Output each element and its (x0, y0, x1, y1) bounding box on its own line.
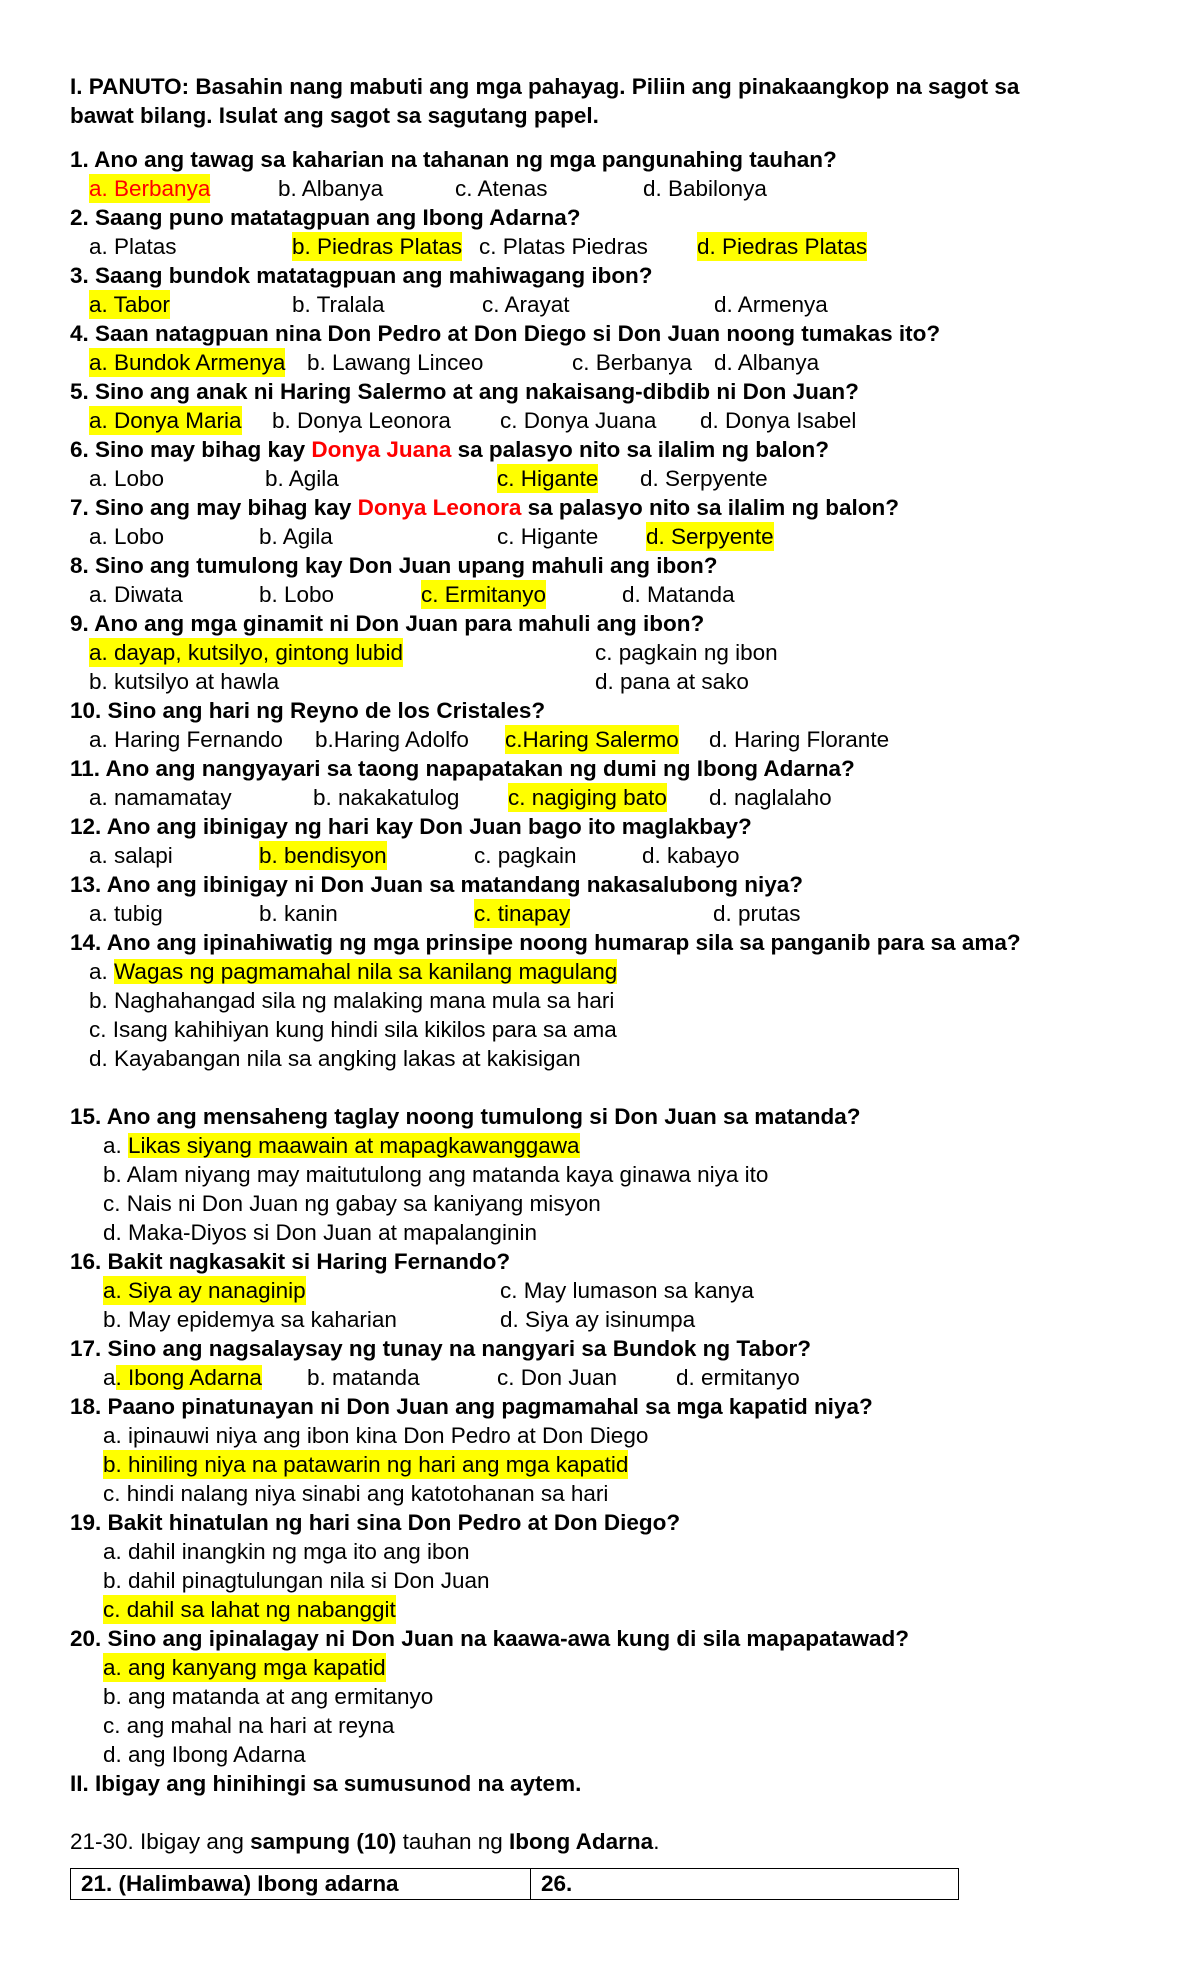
choice-5b: b. Donya Leonora (272, 408, 451, 433)
choice-11b: b. nakakatulog (313, 785, 460, 810)
choice-3a: a. Tabor (89, 292, 170, 317)
choice-5a: a. Donya Maria (89, 408, 242, 433)
choice-10d: d. Haring Florante (709, 727, 890, 752)
choice-13c: c. tinapay (474, 901, 571, 926)
choice-12d: d. kabayo (642, 843, 740, 868)
question-18: 18. Paano pinatunayan ni Don Juan ang pagmamahal sa mga kapatid niya? (70, 1394, 873, 1419)
choice-2d: d. Piedras Platas (697, 234, 868, 259)
choice-17a: a. Ibong Adarna (103, 1365, 262, 1390)
choice-11c: c. nagiging bato (508, 785, 667, 810)
instructions-line-2: bawat bilang. Isulat ang sagot sa sagutang papel. (70, 103, 599, 128)
question-13: 13. Ano ang ibinigay ni Don Juan sa matandang nakasalubong niya? (70, 872, 804, 897)
question-17: 17. Sino ang nagsalaysay ng tunay na nangyari sa Bundok ng Tabor? (70, 1336, 811, 1361)
question-2-choices (0, 232, 1200, 261)
choice-9d: d. pana at sako (595, 669, 749, 694)
question-6-choices (0, 464, 1200, 493)
question-15-choice-a: a. Likas siyang maawain at mapagkawanggawa (103, 1133, 580, 1158)
question-18-choice-c: c. hindi nalang niya sinabi ang katotohanan sa hari (103, 1481, 609, 1506)
choice-17d: d. ermitanyo (676, 1365, 800, 1390)
choice-6c: c. Higante (497, 466, 599, 491)
question-9-choices-row-2 (0, 667, 1200, 696)
question-14: 14. Ano ang ipinahiwatig ng mga prinsipe noong humarap sila sa panganib para sa ama? (70, 930, 1021, 955)
choice-13d: d. prutas (713, 901, 801, 926)
question-11-choices (0, 783, 1200, 812)
question-14-choice-c: c. Isang kahihiyan kung hindi sila kikilos para sa ama (89, 1017, 617, 1042)
choice-1a: a. Berbanya (89, 176, 211, 201)
question-14-choice-a: a. Wagas ng pagmamahal nila sa kanilang magulang (89, 959, 618, 984)
choice-2a: a. Platas (89, 234, 177, 259)
question-4: 4. Saan natagpuan nina Don Pedro at Don Diego si Don Juan noong tumakas ito? (70, 321, 941, 346)
choice-11a: a. namamatay (89, 785, 232, 810)
question-4-choices (0, 348, 1200, 377)
question-18-choice-b: b. hiniling niya na patawarin ng hari ang mga kapatid (103, 1452, 629, 1477)
question-20-choice-a: a. ang kanyang mga kapatid (103, 1655, 386, 1680)
question-16: 16. Bakit nagkasakit si Haring Fernando? (70, 1249, 511, 1274)
question-3-choices (0, 290, 1200, 319)
choice-9a: a. dayap, kutsilyo, gintong lubid (89, 640, 403, 665)
answer-cell-21: 21. (Halimbawa) Ibong adarna (71, 1869, 531, 1899)
question-17-choices (0, 1363, 1200, 1392)
choice-4b: b. Lawang Linceo (307, 350, 484, 375)
choice-13b: b. kanin (259, 901, 338, 926)
choice-1b: b. Albanya (278, 176, 384, 201)
instructions-line-1: I. PANUTO: Basahin nang mabuti ang mga pahayag. Piliin ang pinakaangkop na sagot sa (70, 74, 1020, 99)
question-19-choice-b: b. dahil pinagtulungan nila si Don Juan (103, 1568, 490, 1593)
choice-3c: c. Arayat (482, 292, 570, 317)
choice-16a: a. Siya ay nanaginip (103, 1278, 306, 1303)
choice-4d: d. Albanya (714, 350, 820, 375)
choice-3d: d. Armenya (714, 292, 828, 317)
choice-12b: b. bendisyon (259, 843, 387, 868)
question-14-choice-d: d. Kayabangan nila sa angking lakas at kakisigan (89, 1046, 581, 1071)
choice-9b: b. kutsilyo at hawla (89, 669, 280, 694)
choice-2c: c. Platas Piedras (479, 234, 648, 259)
choice-2b: b. Piedras Platas (292, 234, 463, 259)
question-5: 5. Sino ang anak ni Haring Salermo at ang nakaisang-dibdib ni Don Juan? (70, 379, 859, 404)
choice-8d: d. Matanda (622, 582, 735, 607)
question-10: 10. Sino ang hari ng Reyno de los Cristales? (70, 698, 546, 723)
choice-17b: b. matanda (307, 1365, 420, 1390)
choice-6d: d. Serpyente (640, 466, 768, 491)
question-9: 9. Ano ang mga ginamit ni Don Juan para mahuli ang ibon? (70, 611, 705, 636)
choice-4c: c. Berbanya (572, 350, 693, 375)
choice-7d: d. Serpyente (646, 524, 774, 549)
question-16-choices-row-1 (0, 1276, 1200, 1305)
choice-16b: b. May epidemya sa kaharian (103, 1307, 397, 1332)
choice-17c: c. Don Juan (497, 1365, 618, 1390)
answer-table (70, 1868, 959, 1900)
question-9-choices-row-1 (0, 638, 1200, 667)
answer-cell-26: 26. (541, 1871, 573, 1896)
question-20-choice-d: d. ang Ibong Adarna (103, 1742, 306, 1767)
question-1-choices (0, 174, 1200, 203)
question-20-choice-b: b. ang matanda at ang ermitanyo (103, 1684, 434, 1709)
choice-6a: a. Lobo (89, 466, 165, 491)
question-7: 7. Sino ang may bihag kay Donya Leonora sa palasyo nito sa ilalim ng balon? (70, 495, 899, 520)
question-12: 12. Ano ang ibinigay ng hari kay Don Juan bago ito maglakbay? (70, 814, 752, 839)
question-16-choices-row-2 (0, 1305, 1200, 1334)
question-19-choice-a: a. dahil inangkin ng mga ito ang ibon (103, 1539, 470, 1564)
question-3: 3. Saang bundok matatagpuan ang mahiwagang ibon? (70, 263, 653, 288)
question-6: 6. Sino may bihag kay Donya Juana sa palasyo nito sa ilalim ng balon? (70, 437, 829, 462)
choice-8b: b. Lobo (259, 582, 335, 607)
choice-7c: c. Higante (497, 524, 599, 549)
part-2-task: 21-30. Ibigay ang sampung (10) tauhan ng Ibong Adarna. (70, 1829, 660, 1854)
choice-16c: c. May lumason sa kanya (500, 1278, 754, 1303)
choice-4a: a. Bundok Armenya (89, 350, 286, 375)
choice-10a: a. Haring Fernando (89, 727, 283, 752)
question-15-choice-d: d. Maka-Diyos si Don Juan at mapalanginin (103, 1220, 537, 1245)
choice-8a: a. Diwata (89, 582, 183, 607)
choice-13a: a. tubig (89, 901, 163, 926)
question-15-choice-c: c. Nais ni Don Juan ng gabay sa kaniyang misyon (103, 1191, 601, 1216)
question-12-choices (0, 841, 1200, 870)
question-10-choices (0, 725, 1200, 754)
choice-8c: c. Ermitanyo (421, 582, 547, 607)
question-8-choices (0, 580, 1200, 609)
question-19-choice-c: c. dahil sa lahat ng nabanggit (103, 1597, 396, 1622)
question-13-choices (0, 899, 1200, 928)
question-2: 2. Saang puno matatagpuan ang Ibong Adarna? (70, 205, 581, 230)
choice-16d: d. Siya ay isinumpa (500, 1307, 696, 1332)
choice-11d: d. naglalaho (709, 785, 832, 810)
choice-7b: b. Agila (259, 524, 333, 549)
question-15: 15. Ano ang mensaheng taglay noong tumulong si Don Juan sa matanda? (70, 1104, 861, 1129)
question-20: 20. Sino ang ipinalagay ni Don Juan na kaawa-awa kung di sila mapapatawad? (70, 1626, 909, 1651)
question-8: 8. Sino ang tumulong kay Don Juan upang mahuli ang ibon? (70, 553, 718, 578)
choice-12c: c. pagkain (474, 843, 577, 868)
choice-3b: b. Tralala (292, 292, 385, 317)
choice-7a: a. Lobo (89, 524, 165, 549)
choice-9c: c. pagkain ng ibon (595, 640, 778, 665)
question-14-choice-b: b. Naghahangad sila ng malaking mana mula sa hari (89, 988, 615, 1013)
question-11: 11. Ano ang nangyayari sa taong napapatakan ng dumi ng Ibong Adarna? (70, 756, 855, 781)
question-20-choice-c: c. ang mahal na hari at reyna (103, 1713, 395, 1738)
choice-10c: c.Haring Salermo (505, 727, 679, 752)
choice-1c: c. Atenas (455, 176, 548, 201)
choice-1d: d. Babilonya (643, 176, 767, 201)
question-7-choices (0, 522, 1200, 551)
question-18-choice-a: a. ipinauwi niya ang ibon kina Don Pedro at Don Diego (103, 1423, 649, 1448)
question-15-choice-b: b. Alam niyang may maitutulong ang matanda kaya ginawa niya ito (103, 1162, 769, 1187)
question-1: 1. Ano ang tawag sa kaharian na tahanan ng mga pangunahing tauhan? (70, 147, 837, 172)
question-5-choices (0, 406, 1200, 435)
choice-6b: b. Agila (265, 466, 339, 491)
choice-12a: a. salapi (89, 843, 173, 868)
choice-5d: d. Donya Isabel (700, 408, 857, 433)
choice-10b: b.Haring Adolfo (315, 727, 469, 752)
part-2-title: II. Ibigay ang hinihingi sa sumusunod na aytem. (70, 1771, 582, 1796)
choice-5c: c. Donya Juana (500, 408, 657, 433)
question-19: 19. Bakit hinatulan ng hari sina Don Pedro at Don Diego? (70, 1510, 681, 1535)
